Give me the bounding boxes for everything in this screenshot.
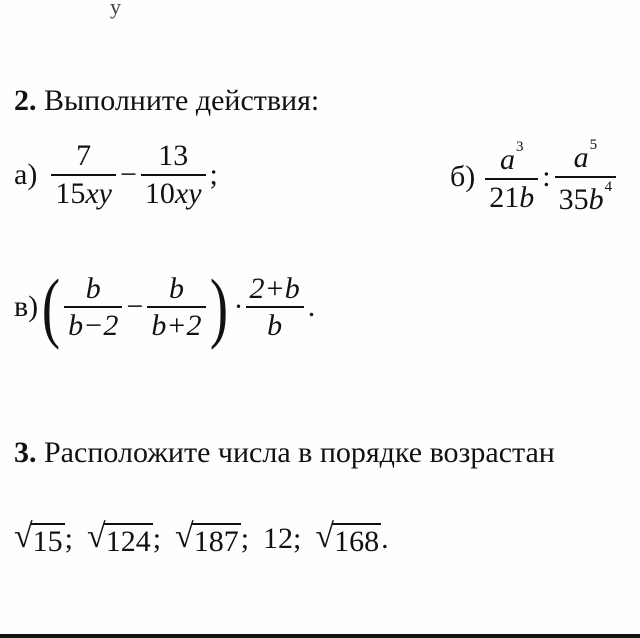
sqrt-item: √ 168 <box>315 518 380 558</box>
task3-heading <box>14 436 555 470</box>
multiply-dot: · <box>233 290 244 323</box>
radical-sign: √ <box>87 518 106 555</box>
denominator: 15xy <box>55 176 112 210</box>
task3-number: 3. <box>14 436 37 469</box>
denominator: b+2 <box>151 309 202 342</box>
fraction-a1 <box>51 140 116 209</box>
fraction-v3 <box>246 273 304 342</box>
fraction-b1 <box>485 140 538 213</box>
radical-sign: √ <box>14 518 33 555</box>
separator: ; <box>293 522 302 555</box>
separator: ; <box>64 522 74 555</box>
numerator: $a^5$ <box>573 137 598 174</box>
part-a <box>14 140 222 209</box>
numerator: 7 <box>76 139 92 172</box>
denominator: 21b <box>489 180 535 214</box>
numerator: b <box>85 271 101 305</box>
separator: ; <box>240 522 250 555</box>
part-v-label: в) <box>14 290 39 323</box>
denominator: $35b^4$ <box>558 178 613 216</box>
part-a-label: а) <box>14 157 38 191</box>
numerator: 13 <box>158 139 189 172</box>
right-paren: ) <box>209 263 228 350</box>
colon-sign: : <box>542 159 551 193</box>
fraction-a2 <box>141 140 206 209</box>
part-b-label: б) <box>450 159 476 193</box>
fraction-b2 <box>555 138 617 215</box>
sqrt-item: √ 124 <box>87 518 151 558</box>
part-b <box>450 138 616 215</box>
fraction-v2 <box>147 273 205 342</box>
task2-number: 2. <box>14 84 37 117</box>
task2-title: Выполните действия: <box>44 84 320 117</box>
task2-heading <box>14 84 319 118</box>
sqrt-item: √ 15 <box>14 518 63 558</box>
task3-title: Расположите числа в порядке возрастан <box>44 436 555 469</box>
denominator: b <box>267 309 283 342</box>
left-paren: ( <box>42 263 61 350</box>
numerator: b <box>168 271 184 305</box>
period: . <box>307 290 316 323</box>
minus-sign: − <box>119 157 137 191</box>
separator: . <box>381 522 389 555</box>
semicolon: ; <box>209 157 218 191</box>
minus-sign: − <box>126 290 144 323</box>
numerator: $a^3$ <box>500 139 524 176</box>
bottom-border <box>0 634 640 638</box>
cut-off-text: у <box>110 0 121 19</box>
denominator: 10xy <box>144 176 202 210</box>
fraction-v1 <box>64 273 122 342</box>
plain-number: 12 <box>263 522 294 555</box>
numerator: 2+b <box>249 271 300 305</box>
radical-sign: √ <box>315 518 335 555</box>
separator: ; <box>152 522 162 555</box>
radical-sign: √ <box>175 518 194 555</box>
numbers-list <box>14 520 389 558</box>
part-v <box>14 263 319 350</box>
sqrt-item: √ 187 <box>175 518 239 558</box>
denominator: b−2 <box>68 309 119 342</box>
